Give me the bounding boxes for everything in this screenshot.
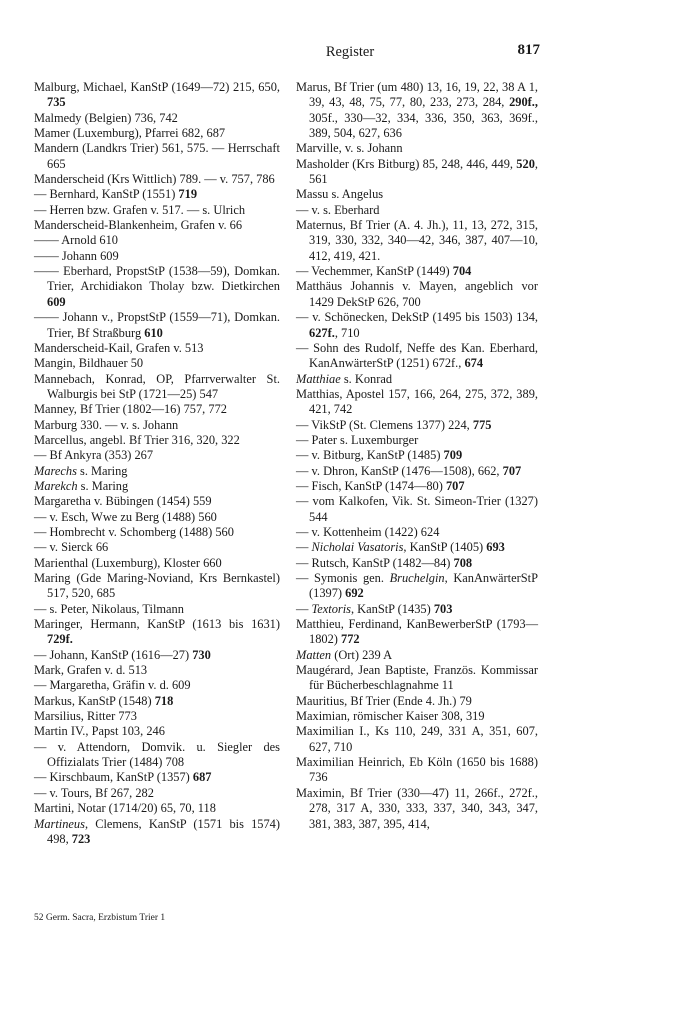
index-entry [34,817,280,848]
entry-text: — Bernhard, KanStP (1551) [34,187,179,202]
italic-term: Nicholai Vasatoris [311,540,404,555]
entry-text: — Hombrecht v. Schomberg (1488) 560 [34,524,234,539]
entry-text: Manderscheid (Krs Wittlich) 789. — v. 757, 786 [34,172,275,187]
page-reference-bold: 520 [516,156,535,171]
index-entry [34,663,280,678]
index-entry [296,786,538,832]
index-entry [34,356,280,371]
page-reference-bold: 687 [192,770,212,785]
index-entry [34,709,280,724]
index-entry [296,372,538,387]
index-entry [296,433,538,448]
index-entry [34,801,280,816]
entry-text: — v. Bitburg, KanStP (1485) [296,448,444,463]
index-entry [296,479,538,494]
italic-term: Bruchelgin [389,571,445,585]
index-entry [34,418,280,433]
entry-text: Malburg, Michael, KanStP (1649—72) 215, 650, [34,80,280,94]
page-reference-bold: 729f. [47,632,73,647]
index-entry [296,157,538,188]
page-reference-bold: 703 [433,601,453,616]
entry-text: (Ort) 239 A [331,647,393,662]
entry-text: Manderscheid-Kail, Grafen v. 513 [34,340,204,355]
index-column-right [296,80,538,832]
italic-term: Matthiae [296,371,341,386]
index-entry [296,571,538,602]
entry-text: Maternus, Bf Trier (A. 4. Jh.), 11, 13, 272, 315, 319, 330, 332, 340—42, 346, 387, 407—10, 412, 419, 421. [296,218,538,263]
running-title: Register [325,44,375,60]
entry-text: — v. Esch, Wwe zu Berg (1488) 560 [34,509,217,524]
entry-text: — s. Peter, Nikolaus, Tilmann [34,601,184,616]
index-entry [296,724,538,755]
index-entry [34,141,280,172]
page-reference-bold: 772 [341,632,360,647]
entry-text: — Pater s. Luxemburger [296,432,419,447]
index-entry [34,786,280,801]
index-entry [296,494,538,525]
index-entry [34,694,280,709]
entry-text: 305f., 330—32, 334, 336, 350, 363, 369f., 389, 504, 627, 636 [309,110,538,141]
index-entry [34,525,280,540]
entry-text: Malmedy (Belgien) 736, 742 [34,110,178,125]
index-entry [34,617,280,648]
entry-text: , KanStP (1435) [350,601,434,616]
index-entry [296,464,538,479]
index-entry [34,218,280,233]
index-entry [296,187,538,202]
entry-text: —— Eberhard, PropstStP (1538—59), Domkan. Trier, Archidiakon Tholay bzw. Dietkirchen [34,264,280,294]
entry-text: Maugérard, Jean Baptiste, Französ. Kommissar für Bücherbeschlagnahme 11 [296,663,538,693]
index-entry [34,249,280,264]
index-entry [296,709,538,724]
index-entry [34,80,280,111]
entry-text: — v. Kottenheim (1422) 624 [296,524,440,539]
entry-text: — Bf Ankyra (353) 267 [34,448,154,463]
page-number: 817 [517,42,540,58]
entry-text: —— Johann 609 [34,248,119,263]
entry-text: Mark, Grafen v. d. 513 [34,663,148,678]
index-entry [34,203,280,218]
entry-text: — Herren bzw. Grafen v. 517. — s. Ulrich [34,202,246,217]
index-entry [34,740,280,771]
entry-text: —— Johann v., PropstStP (1559—71), Domkan. Trier, Bf Straßburg [34,310,280,340]
index-entry [34,648,280,663]
entry-text: — vom Kalkofen, Vik. St. Simeon-Trier (1327) 544 [296,494,538,524]
index-entry [34,678,280,693]
entry-text: — [296,601,312,616]
index-entry [34,571,280,602]
entry-text: Mauritius, Bf Trier (Ende 4. Jh.) 79 [296,693,472,708]
entry-text: s. Maring [76,463,128,478]
index-entry [296,141,538,156]
entry-text: , KanAnwärterStP (1397) [309,571,538,601]
index-entry [34,540,280,555]
entry-text: — Symonis gen. [296,571,390,585]
entry-text: Marburg 330. — v. s. Johann [34,417,179,432]
italic-term: Marekch [34,478,78,493]
entry-text: Maximian, römischer Kaiser 308, 319 [296,709,485,724]
entry-text: Maring (Gde Maring-Noviand, Krs Bernkastel) 517, 520, 685 [34,571,280,601]
page-reference-bold: 692 [345,586,364,601]
index-column-left [34,80,280,847]
page-reference-bold: 627f. [309,325,335,340]
entry-text: Maximilian Heinrich, Eb Köln (1650 bis 1688) 736 [296,755,538,785]
page-reference-bold: 704 [452,264,472,279]
entry-text: Matthias, Apostel 157, 166, 264, 275, 372, 389, 421, 742 [296,386,538,417]
index-entry [34,233,280,248]
entry-text: Maximin, Bf Trier (330—47) 11, 266f., 272f., 278, 317 A, 330, 333, 337, 340, 343, 347, 381, 383, 387, 395, 414, [296,785,538,831]
index-entry [34,172,280,187]
entry-text: , Clemens, KanStP (1571 bis 1574) 498, [47,816,280,846]
index-entry [34,510,280,525]
page-reference-bold: 718 [154,693,174,708]
index-entry [34,494,280,509]
page-reference-bold: 693 [486,540,505,555]
page-reference-bold: 709 [443,448,463,463]
entry-text: s. Maring [77,478,129,493]
index-entry [34,402,280,417]
entry-text: Margaretha v. Bübingen (1454) 559 [34,494,212,509]
entry-text: Marcellus, angebl. Bf Trier 316, 320, 322 [34,432,240,447]
index-entry [296,310,538,341]
index-entry [296,418,538,433]
entry-text: Mamer (Luxemburg), Pfarrei 682, 687 [34,126,226,141]
index-entry [34,602,280,617]
entry-text: Maximilian I., Ks 110, 249, 331 A, 351, 607, 627, 710 [296,724,538,754]
index-entry [34,770,280,785]
entry-text: Mannebach, Konrad, OP, Pfarrverwalter St. Walburgis bei StP (1721—25) 547 [34,371,280,401]
page-reference-bold: 609 [47,294,66,309]
entry-text: Marus, Bf Trier (um 480) 13, 16, 19, 22, 38 A 1, 39, 43, 48, 75, 77, 80, 233, 273, 284, [296,80,538,110]
footer-signature: 52 Germ. Sacra, Erzbistum Trier 1 [34,913,166,923]
page-reference-bold: 723 [71,831,91,846]
entry-text: Manney, Bf Trier (1802—16) 757, 772 [34,402,227,417]
page-reference-bold: 707 [502,463,522,478]
index-entry [296,525,538,540]
index-entry [34,448,280,463]
index-entry [296,80,538,141]
entry-text: , 710 [334,325,360,340]
index-entry [296,617,538,648]
index-entry [34,372,280,403]
italic-term: Matten [296,647,332,662]
index-entry [296,264,538,279]
index-entry [296,448,538,463]
index-entry [296,556,538,571]
index-entry [34,341,280,356]
entry-text: Marsilius, Ritter 773 [34,709,137,724]
entry-text: — v. s. Eberhard [296,202,380,217]
entry-text: — VikStP (St. Clemens 1377) 224, [296,417,473,432]
entry-text: — v. Sierck 66 [34,540,109,555]
index-entry [34,264,280,310]
entry-text: — Margaretha, Gräfin v. d. 609 [34,678,191,693]
entry-text: Martin IV., Papst 103, 246 [34,724,165,739]
entry-text: — Johann, KanStP (1616—27) [34,647,193,662]
entry-text: — Kirschbaum, KanStP (1357) [34,770,193,785]
index-entry [34,310,280,341]
index-entry [296,602,538,617]
entry-text: , 561 [309,156,538,187]
entry-text: , KanStP (1405) [403,540,487,555]
entry-text: —— Arnold 610 [34,233,118,248]
index-entry [296,648,538,663]
entry-text: Marville, v. s. Johann [296,141,403,156]
page-reference-bold: 290f., [509,95,538,110]
page-reference-bold: 730 [192,647,211,662]
index-entry [296,279,538,310]
entry-text: — Vechemmer, KanStP (1449) [296,264,453,279]
entry-text: Mangin, Bildhauer 50 [34,356,144,371]
entry-text: Maringer, Hermann, KanStP (1613 bis 1631) [34,617,280,632]
entry-text: Masholder (Krs Bitburg) 85, 248, 446, 449, [296,156,517,171]
index-entry [34,433,280,448]
index-entry [296,203,538,218]
entry-text: Martini, Notar (1714/20) 65, 70, 118 [34,801,216,816]
italic-term: Marechs [34,463,77,478]
entry-text: Matthieu, Ferdinand, KanBewerberStP (1793—1802) [296,617,538,647]
page-reference-bold: 735 [47,95,66,110]
entry-text: — v. Dhron, KanStP (1476—1508), 662, [296,463,503,478]
page-reference-bold: 775 [472,417,492,432]
page-reference-bold: 610 [144,325,163,340]
entry-text: Marienthal (Luxemburg), Kloster 660 [34,555,222,570]
index-entry [34,724,280,739]
index-entry [34,111,280,126]
index-entry [34,479,280,494]
page-reference-bold: 719 [178,187,198,202]
index-entry [296,341,538,372]
entry-text: — v. Tours, Bf 267, 282 [34,785,154,800]
entry-text: — v. Schönecken, DekStP (1495 bis 1503) 134, [296,310,538,325]
entry-text: — Rutsch, KanStP (1482—84) [296,555,454,570]
index-entry [34,556,280,571]
entry-text: s. Konrad [340,371,393,386]
entry-text: — Fisch, KanStP (1474—80) [296,478,446,493]
index-entry [34,464,280,479]
entry-text: — Sohn des Rudolf, Neffe des Kan. Eberhard, KanAnwärterStP (1251) 672f., [296,340,538,371]
page-reference-bold: 708 [453,555,473,570]
index-entry [296,694,538,709]
index-entry [296,663,538,694]
index-entry [296,755,538,786]
entry-text: — v. Attendorn, Domvik. u. Siegler des Offizialats Trier (1484) 708 [34,739,280,770]
entry-text: Markus, KanStP (1548) [34,693,155,708]
index-entry [296,387,538,418]
entry-text: Massu s. Angelus [296,187,384,202]
index-entry [34,187,280,202]
entry-text: Mandern (Landkrs Trier) 561, 575. — Herrschaft 665 [34,141,280,171]
italic-term: Martineus [34,816,85,831]
page-reference-bold: 707 [445,478,465,493]
page-reference-bold: 674 [464,356,484,371]
index-entry [34,126,280,141]
italic-term: Textoris [311,601,351,616]
entry-text: — [296,540,312,555]
entry-text: Matthäus Johannis v. Mayen, angeblich vor 1429 DekStP 626, 700 [296,279,538,309]
entry-text: Manderscheid-Blankenheim, Grafen v. 66 [34,218,243,233]
index-entry [296,218,538,264]
index-entry [296,540,538,555]
